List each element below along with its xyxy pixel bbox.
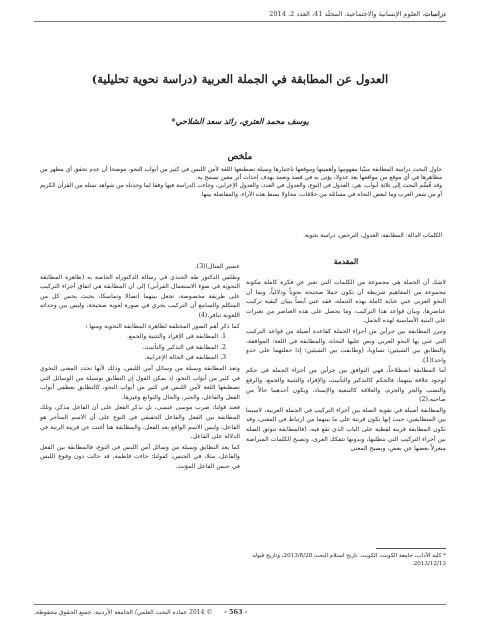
- abstract-paragraph: وقد قُسِّم البحث إلى ثلاثة أبواب، هي: العدول في النوع، والعدول في العدد، والعدول الإعرابي، وجاءت الدراسة فيها وفقا لما وجدناه من شواهد تمثله من القرآن الكريم أو من شعر العرب وما لبعض النحاة في مسائله من خلافات، محاولا بسط هذه الآراء، والمفاضلة بينها.: [40, 183, 442, 198]
- section-heading-introduction: المقدمة: [333, 257, 359, 266]
- publisher-notice: © 2014 عمادة البحث العلمي/ الجامعة الأردنية. جميع الحقوق محفوظة.: [34, 609, 213, 616]
- body-paragraph: وتعد المطابقة وسيلة من وسائل أمن اللبس، وذلك لأنها تحدد المعنى النحوي في كثير من أبواب النحو، إذ يمكن القول إن التطابق بوسيلة من الوسائل التي تصطنعها اللغة لأمن اللبس في كثير من أبواب النحو، كالتطابق بعطفي أبواب الفعل والفاعل، والخبر، والحال والتوابع وغيرها.: [40, 364, 240, 401]
- paper-authors: يوسف محمد العتري، رائد سعد الشلاحي*: [171, 116, 309, 126]
- list-item: 2. المطابقة في التذكير والتأنيث.: [142, 343, 226, 351]
- running-header: [34, 10, 446, 18]
- journal-name: دراسات: [424, 10, 446, 18]
- footer-rule: [34, 604, 446, 605]
- body-paragraph: أما المطابقة اصطلاحاً، فهي التوافق بين جزأين من أجزاء الجملة في حكم لوجود علاقة بينهما، فالحكم كالتذكير والتأنيث، والإفراد والتثنية والجمع، والرفع والنصب والجر والجزم، والعلاقة كالتبعية والإسناد، ويكون أحدهما حالاً من صاحبه.(2): [246, 367, 446, 404]
- body-paragraph: كما ذكر أهم الصور المختلفة لظاهرة المطابقة النحوية ومنها :: [85, 322, 240, 330]
- header-rule: [34, 21, 446, 22]
- left-column: [40, 262, 240, 472]
- author-footnote: * كلية الآداب، جامعة الكويت، الكويت. تاريخ استلام البحث 2013/8/28، وتاريخ قبوله 2013/12/13.: [252, 553, 446, 567]
- page-number: - 563 -: [224, 608, 248, 616]
- body-paragraph: والمطابقة أصيلة في تقوية الصلة بين أجزاء التركيب في الجملة العربية، لاسيما بين المتطابقين، حيث إنها تكون قرينة على ما بينهما من ارتباط في المعنى، وقد تكون المطابقة قرينة لفظية على الباب الذي تقع فيه، (فالمطابقة تتوثق الصلة بين أجزاء التركيب التي تتطلبها، وبدونها تتفكك العرى، وتصبح الكلمات المتراصة منعزلاً بعضها عن بعض، ويصبح المعنى: [246, 406, 446, 453]
- journal-issue-info: ، العلوم الإنسانية والاجتماعية، المجلّد 41، العدد 2، 2014: [269, 10, 425, 18]
- body-paragraph: عسير المنال)(3).: [194, 263, 240, 270]
- abstract-heading: ملخص: [227, 152, 253, 162]
- body-paragraph: لاشك أن الجملة هي مجموعة من الكلمات التي تعبر عن فكرة كاملة مكونة مجموعة من المفاهيم شريطة أن تكون جملا صحيحة نحوياً ودلالياً، وبما أن النحو العربي عني عناية كاملة بهذه الجملة، فقد عني أيضاً ببيان كيفية تركيب عناصرها، وبيان قواعد هذا التركيب، وما يحصل على هذه العناصر من تغيرات على البنية الأساسية لهذه الجمل.: [246, 279, 446, 325]
- right-column: [246, 256, 446, 455]
- footnote-rule: [376, 548, 446, 549]
- abstract-paragraph: حاول البحث دراسة المطابقة مبيّنا مفهومها وأهميتها وموقعها باعتبارها وسيلة تصطنعها اللغة لأمن اللبس في كثير من أبواب النحو، موضحا أن عدم تحقق أي مظهر من مظاهرها في أي موقع من مواقعها يعد عدولا، يؤتى به في قصد وتعمد بهدف إحداث أثر معين تسمح به.: [40, 167, 442, 182]
- keywords: الكلمات الدالة: المطابقة، العدول، الترخص، دراسة نحوية.: [303, 233, 442, 239]
- body-paragraph: كما يعد التطابق وسيلة من وسائل أمن اللبس في النوع، فالمطابقة بين الفعل والفاعل، مثلا، في الجنس، كقولنا: جاءت فاطمة، قد حالت دون وقوع اللبس في جنس الفاعل المؤنث.: [40, 443, 240, 470]
- paper-title: العدول عن المطابقة في الجملة العربية (دراسة نحوية تحليلية): [91, 72, 389, 86]
- body-paragraph: وطلس الدكتور طه الجندي في رسالة الدكتوراه الخاصة به (ظاهرة المطابقة النحوية في ضوء الاستعمال القرآني) إلى أن المطابقة هي اتفاق أجزاء التركيب على طريقة مخصوصة، تجعل بينهما اتصالا وتماسكا، بحيث يحس كل من المتكلم والسامع أن التركيب يجري في صورة لغوية صحيحة، وليس بين وحداته اللغوية تنافر.(4): [40, 273, 240, 319]
- list-item: 3. المطابقة في الحالة الإعرابية.: [144, 354, 226, 362]
- body-paragraph: فعند قولنا: ضرب موسى عيسى، بل نذكر الفعل على أن الفاعل مذكر، وتلك المطابقة بين الفعل والفاعل الحقيقي في النوع على أن الاسم المتأخر هو الفاعل، وليس الاسم الواقع بعد الفعل، والمطابقة هنا أغنت عن قرينة الرتبة في الدلالة على الفاعل.: [40, 404, 240, 441]
- list-item: 1. المطابقة في الإفراد والتثنية والجمع.: [126, 333, 226, 341]
- abstract-body: [40, 166, 442, 199]
- body-paragraph: وتبرز المطابقة بين جزأين من أجزاء الجملة كقاعدة أصيلة من قواعد التركيب التي عني بها النحو العربي ونص عليها النحاة، والمطابقة في اللغة: الموافقة، والتطابق بين الشيئين: تساويا، (وطابقت بين الشيئين: إذا جعلتهما على حذو واحد)(1).: [246, 327, 446, 364]
